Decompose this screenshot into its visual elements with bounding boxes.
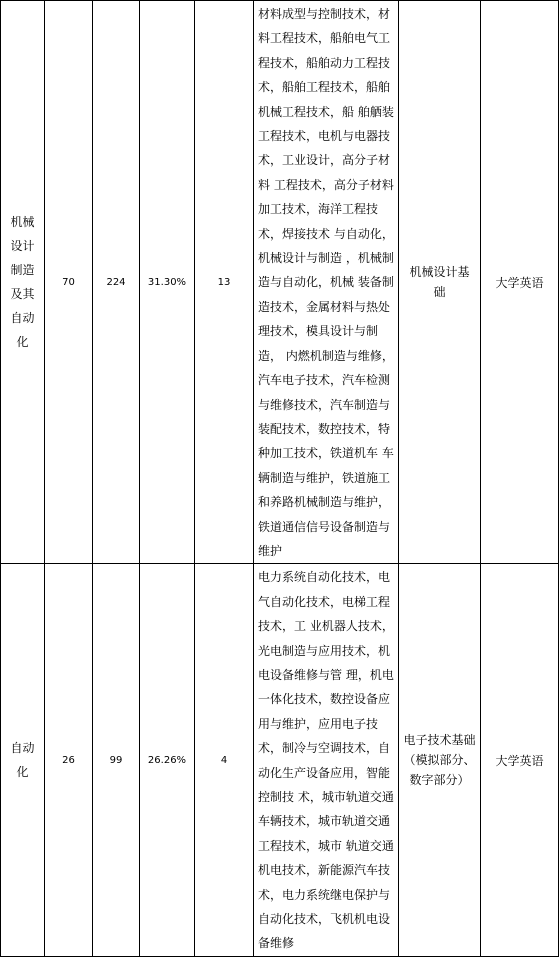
english-cell: 大学英语 (481, 1, 559, 564)
majors-cell: 材料成型与控制技术，材料工程技术，船舶电气工程技术，船舶动力工程技术，船舶工程技术，船舶机械工程技术，船 舶舾装工程技术，电机与电器技术，工业设计，高分子材料 工程技术，高分子材料加工技术，海洋工程技术，焊接技术 与自动化，机械设计与制造 ，机械制造与自动化，机械 装备制造技术，金属材料与热处理技术，模具设计与制造， 内燃机制造与维修，汽车电子技术，汽车检测与维修技术，汽车制造与装配技术，数控技术，特种加工技术，铁道机车 车辆制造与维护，铁道施工和养路机械制造与维护，铁道通信信号设备制造与维护 (254, 1, 399, 564)
count-cell: 99 (93, 564, 140, 957)
count-cell: 13 (195, 1, 254, 564)
category-cell: 机械设计制造及其自动化 (1, 1, 45, 564)
table-row (1, 564, 559, 957)
count-cell: 26 (45, 564, 93, 957)
category-cell: 自动化 (1, 564, 45, 957)
course-cell: 机械设计基础 (399, 1, 481, 564)
count-cell: 4 (195, 564, 254, 957)
rate-cell: 26.26% (140, 564, 195, 957)
rate-cell: 31.30% (140, 1, 195, 564)
count-cell: 70 (45, 1, 93, 564)
majors-cell: 电力系统自动化技术，电气自动化技术，电梯工程技术，工 业机器人技术，光电制造与应用技术，机电设备维修与管 理，机电一体化技术，数控设备应用与维护，应用电子技术，制冷与空调技术，自动化生产设备应用，智能控制技 术，城市轨道交通车辆技术，城市轨道交通工程技术，城市 轨道交通机电技术，新能源汽车技术，电力系统继电保护与自动化技术，飞机机电设备维修 (254, 564, 399, 957)
course-cell: 电子技术基础（模拟部分、数字部分） (399, 564, 481, 957)
count-cell: 224 (93, 1, 140, 564)
english-cell: 大学英语 (481, 564, 559, 957)
table-row (1, 1, 559, 564)
